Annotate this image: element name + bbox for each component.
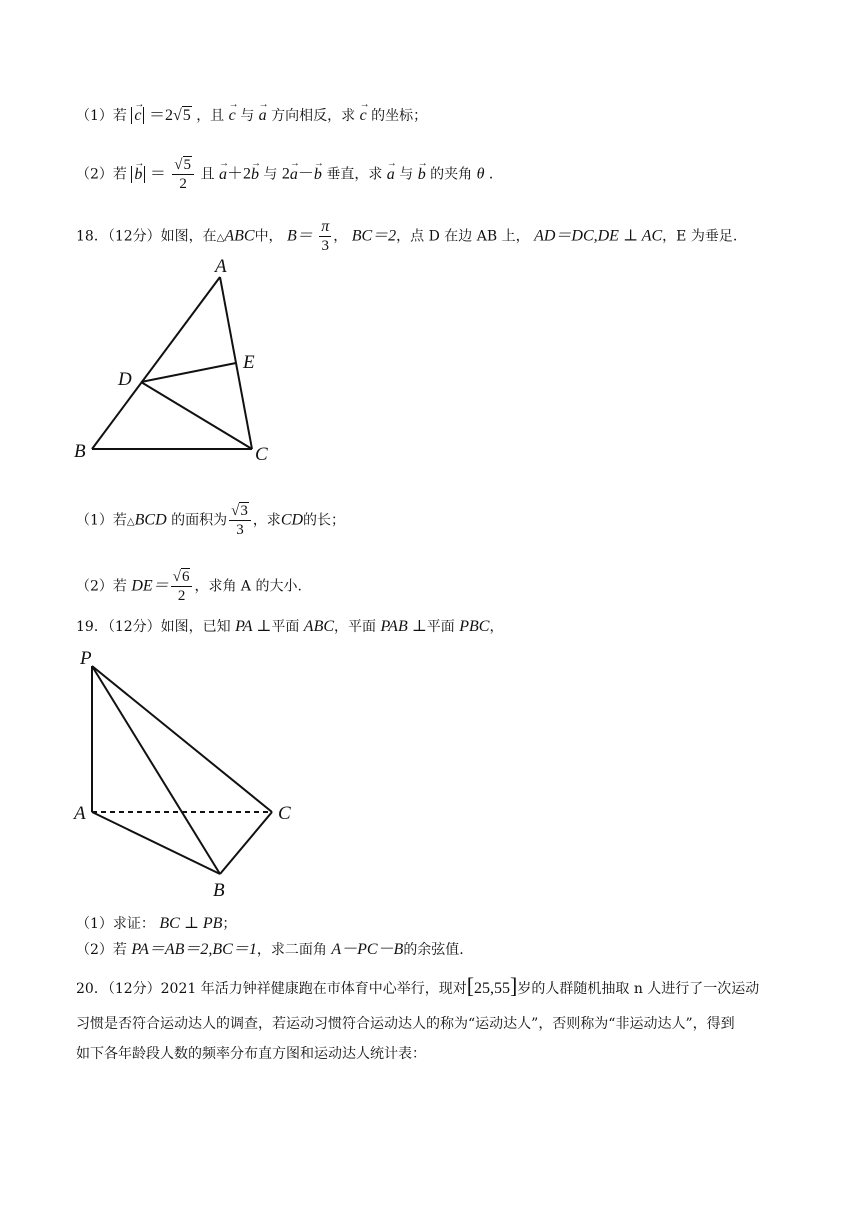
tetrahedron-pabc-figure: [70, 648, 310, 900]
vec-b-magnitude: → b: [131, 166, 145, 183]
q20-line3: 如下各年龄段人数的频率分布直方图和运动达人统计表：: [76, 1046, 426, 1062]
edge-bc: [220, 812, 272, 874]
fraction-pi-over-3: $\frac{\pi}{3}$: [321, 218, 330, 254]
label-d: D: [118, 369, 132, 390]
q20-line2: 习惯是否符合运动达人的调查，若运动习惯符合运动达人的称为“运动达人”，否则称为“非运动达人”，得到: [76, 1016, 735, 1032]
label-b: B: [74, 441, 86, 462]
fraction-sqrt5-over-2: $\frac{√5}{2}$: [172, 156, 194, 193]
q18-statement: 18．（12分）如图，在△ABC中， B＝ $\frac{\pi}{3}$ ， BC＝2，点 D 在边 AB 上， AD＝DC,DE ⊥ AC，E 为垂足.: [76, 218, 738, 254]
label-a: A: [74, 803, 86, 824]
q19-part2: （2）若 PA＝AB＝2,BC＝1，求二面角 A－PC－B的余弦值.: [76, 941, 464, 958]
vec-c: → c: [229, 106, 236, 126]
label-c: C: [278, 803, 291, 824]
vec-c-magnitude: → c: [131, 107, 144, 124]
q19-part1: （1）求证： BC ⊥ PB；: [76, 915, 237, 932]
label-p: P: [80, 648, 92, 669]
side-ab: [92, 277, 220, 449]
triangle-abc-figure: [70, 255, 290, 465]
vec-a: → a: [259, 106, 267, 126]
q19-statement: 19．（12分）如图，已知 PA ⊥平面 ABC，平面 PAB ⊥平面 PBC，: [76, 618, 504, 635]
q17-part2: （2）若 → b ＝ $\frac{√5}{2}$ 且 → a＋2→ b 与 2→ a－→ b 垂直，求 → a 与 → b 的夹角 θ ．: [76, 156, 503, 193]
q20-line1: 20．（12分）2021 年活力钟祥健康跑在市体育中心举行，现对[25,55]岁的人群随机抽取 n 人进行了一次运动: [76, 973, 760, 998]
q18-part2: （2）若 DE＝ $\frac{√6}{2}$ ，求角 A 的大小.: [76, 569, 302, 604]
q18-part1: （1）若△BCD 的面积为 $\frac{√3}{3}$ ，求CD的长；: [76, 503, 346, 538]
label-e: E: [243, 352, 255, 373]
edge-pc: [92, 666, 272, 812]
label-c: C: [255, 444, 268, 465]
segment-dc: [141, 382, 252, 449]
label-b: B: [213, 880, 225, 900]
q17-part1: （1）若 → c ＝2√5 ，且 → c 与 → a 方向相反，求 → c 的坐标；: [76, 106, 427, 126]
segment-de: [141, 363, 236, 382]
fraction-sqrt6-over-2: $\frac{√6}{2}$: [171, 568, 193, 605]
label-a: A: [215, 256, 227, 277]
vec-c: → c: [360, 106, 367, 126]
age-interval: 25,55: [474, 980, 511, 997]
fraction-sqrt3-over-3: $\frac{√3}{3}$: [229, 502, 251, 539]
